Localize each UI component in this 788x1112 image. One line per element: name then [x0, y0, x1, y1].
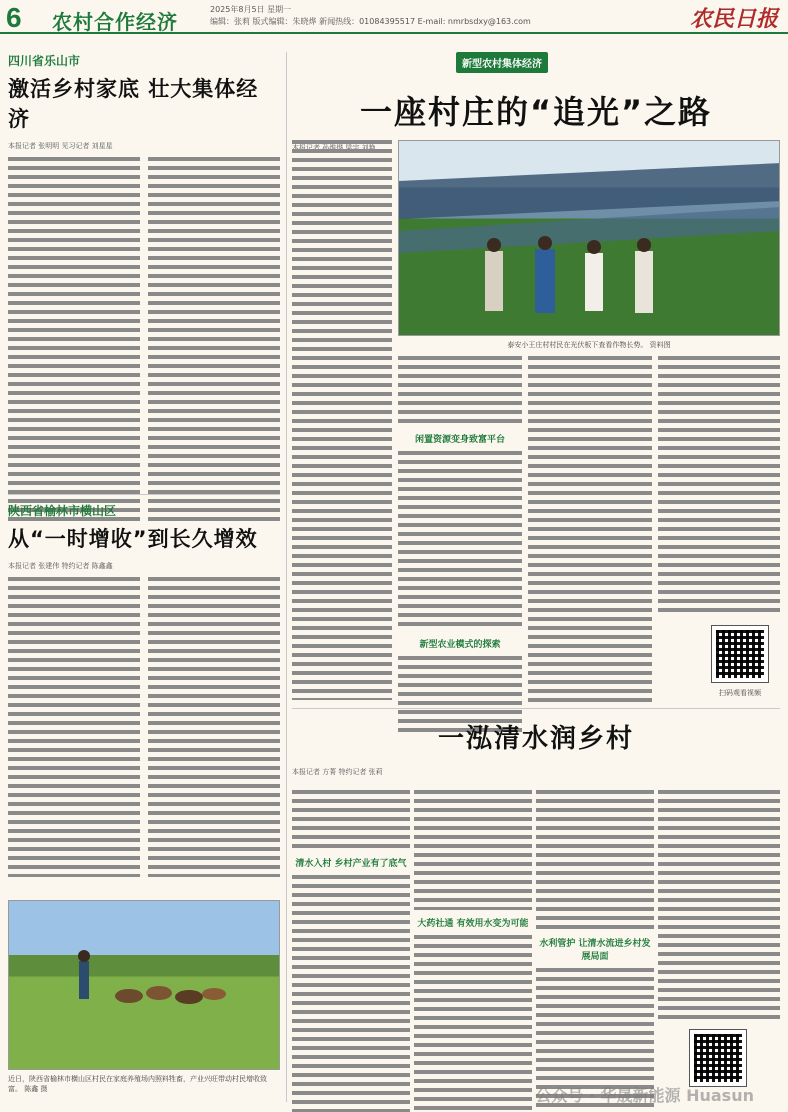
- story-headline: 一泓清水润乡村: [437, 724, 634, 754]
- paper-logo: 农民日报: [689, 6, 778, 32]
- body-column: [398, 356, 522, 426]
- column-divider: [286, 52, 287, 1102]
- feature-photo-caption: [398, 340, 780, 350]
- photo-caption: [8, 1074, 280, 1094]
- feature-col-3: [528, 356, 652, 702]
- body-column: [536, 790, 654, 930]
- divider: [8, 494, 280, 495]
- page-number: 6: [6, 2, 22, 33]
- story-body: [8, 157, 280, 525]
- body-column: [148, 157, 280, 525]
- feature-col-4: [658, 356, 780, 614]
- masthead: [0, 0, 788, 34]
- story-body: [8, 577, 280, 877]
- feature-col-2: [398, 356, 522, 736]
- body-column: [8, 157, 140, 525]
- story-hengshan: [8, 502, 280, 877]
- water-col-3: [536, 790, 654, 1112]
- story-byline: 本报记者 方菁 特约记者 张莉: [292, 768, 383, 776]
- feature-byline: 本报记者 孙维烨 梁宇 刘艳: [292, 144, 376, 152]
- water-col-4: [658, 790, 780, 1022]
- issue-date: 2025年8月5日 星期一: [210, 5, 292, 14]
- body-column: [414, 935, 532, 1112]
- caption-text: 泰安小王庄村村民在光伏板下查看作物长势。: [507, 341, 648, 349]
- story-headline: 激活乡村家底 壮大集体经济: [8, 77, 259, 131]
- feature-subhead: 闲置资源变身致富平台: [414, 435, 505, 445]
- photo-credit: 资料图: [649, 341, 671, 349]
- story-water: [292, 712, 780, 783]
- qr-code[interactable]: [712, 626, 768, 682]
- body-column: [148, 577, 280, 877]
- water-col-2: [414, 790, 532, 1112]
- cattle-illustration: [9, 901, 280, 1070]
- body-column: [658, 790, 780, 1022]
- qr-code[interactable]: [690, 1030, 746, 1086]
- feature-subhead: 新型农业模式的探索: [419, 640, 501, 650]
- body-column: [292, 140, 392, 700]
- story-byline: 本报记者 张明明 见习记者 刘星星: [8, 142, 113, 150]
- story-subhead: 水利管护 让清水流进乡村发展局面: [539, 939, 651, 962]
- livestock-photo: [8, 900, 280, 1070]
- divider: [292, 708, 780, 709]
- water-col-1: [292, 790, 410, 1112]
- story-kicker: 四川省乐山市: [8, 54, 81, 68]
- story-byline: 本报记者 张建伟 特约记者 陈鑫鑫: [8, 562, 113, 570]
- body-column: [292, 875, 410, 1112]
- photo-credit: 陈鑫 摄: [24, 1085, 48, 1093]
- story-leshan: [8, 52, 280, 525]
- body-column: [528, 356, 652, 702]
- solar-panels-illustration: [399, 141, 780, 336]
- watermark: 公众号 · 华晟新能源 Huasun: [535, 1086, 754, 1105]
- story-headline: 从“一时增收”到长久增效: [8, 527, 258, 551]
- feature-tag: 新型农村集体经济: [456, 52, 548, 73]
- caption-text: 近日，陕西省榆林市横山区村民在家庭养殖场内照料牲畜，产业兴旺带动村民增收致富。: [8, 1075, 267, 1093]
- body-column: [398, 451, 522, 631]
- story-subhead: 大药社通 有效用水变为可能: [417, 919, 529, 929]
- editor-line: 编辑：张莉 版式编辑：朱晓烨 新闻热线：01084395517 E-mail: nmrbsdxy@163.com: [210, 17, 531, 26]
- body-column: [414, 790, 532, 910]
- story-subhead: 清水入村 乡村产业有了底气: [295, 859, 407, 869]
- body-column: [658, 356, 780, 614]
- qr-caption: 扫码观看视频: [719, 689, 761, 697]
- body-column: [8, 577, 140, 877]
- feature-col-1: [292, 140, 392, 700]
- feature-headline: 一座村庄的“追光”之路: [359, 93, 713, 131]
- solar-farm-photo: [398, 140, 780, 336]
- section-title: 农村合作经济: [52, 10, 178, 34]
- body-column: [292, 790, 410, 850]
- masthead-info: [210, 4, 640, 28]
- story-kicker: 陕西省榆林市横山区: [8, 504, 117, 518]
